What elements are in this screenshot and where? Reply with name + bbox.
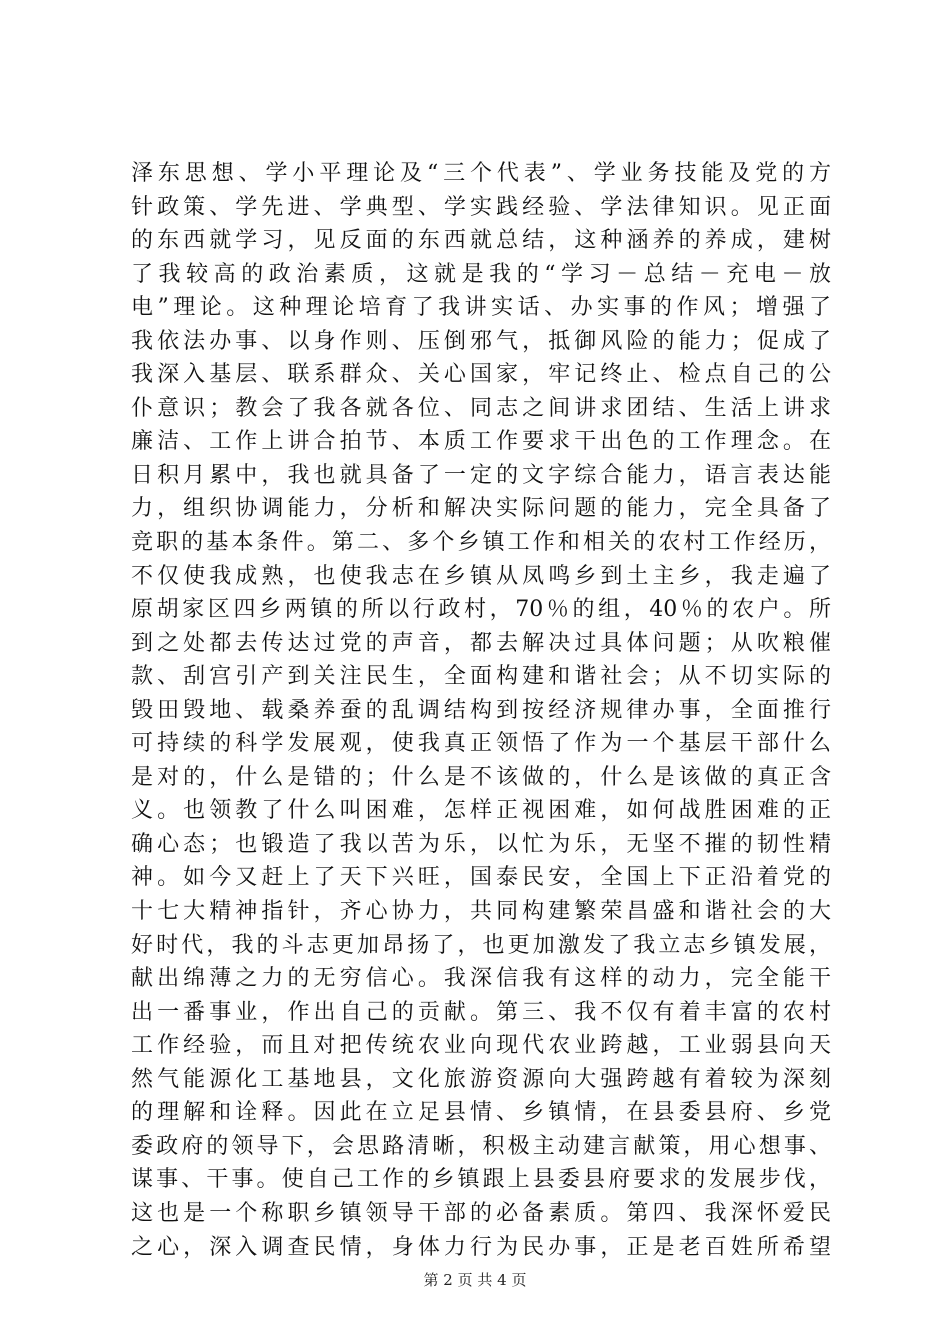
text-line: 泽东思想、学小平理论及“三个代表”、学业务技能及党的方 [131, 161, 831, 186]
text-line: 针政策、学先进、学典型、学实践经验、学法律知识。见正面 [131, 194, 831, 220]
page-number-footer: 第 2 页 共 4 页 [423, 1271, 527, 1289]
body-paragraph [131, 157, 831, 1264]
text-line: 毁田毁地、载桑养蚕的乱调结构到按经济规律办事，全面推行 [131, 697, 831, 723]
text-line: 这也是一个称职乡镇领导干部的必备素质。第四、我深怀爱民 [131, 1200, 831, 1226]
text-line: 原胡家区四乡两镇的所以行政村，70％的组，40％的农户。所 [131, 597, 831, 623]
text-line: 的东西就学习，见反面的东西就总结，这种涵养的养成，建树 [131, 228, 831, 254]
text-line: 义。也领教了什么叫困难，怎样正视困难，如何战胜困难的正 [131, 798, 831, 824]
text-line: 十七大精神指针，齐心协力，共同构建繁荣昌盛和谐社会的大 [131, 899, 831, 925]
text-line: 然气能源化工基地县，文化旅游资源向大强跨越有着较为深刻 [131, 1066, 831, 1092]
text-line: 工作经验，而且对把传统农业向现代农业跨越，工业弱县向天 [131, 1033, 831, 1059]
text-line: 日积月累中，我也就具备了一定的文字综合能力，语言表达能 [131, 462, 831, 488]
text-line: 了我较高的政治素质，这就是我的“学习－总结－充电－放 [131, 261, 831, 287]
text-line: 委政府的领导下，会思路清晰，积极主动建言献策，用心想事、 [131, 1133, 831, 1159]
text-line: 我深入基层、联系群众、关心国家，牢记终止、检点自己的公 [131, 362, 831, 388]
text-line: 我依法办事、以身作则、压倒邪气，抵御风险的能力；促成了 [131, 328, 831, 354]
text-line: 确心态；也锻造了我以苦为乐，以忙为乐，无坚不摧的韧性精 [131, 831, 831, 857]
text-line: 廉洁、工作上讲合拍节、本质工作要求干出色的工作理念。在 [131, 429, 831, 455]
text-line: 仆意识；教会了我各就各位、同志之间讲求团结、生活上讲求 [131, 395, 831, 421]
text-line: 到之处都去传达过党的声音，都去解决过具体问题；从吹粮催 [131, 630, 831, 656]
text-line: 力，组织协调能力，分析和解决实际问题的能力，完全具备了 [131, 496, 831, 522]
text-line: 是对的，什么是错的；什么是不该做的，什么是该做的真正含 [131, 764, 831, 790]
text-line: 不仅使我成熟，也使我志在乡镇从凤鸣乡到土主乡，我走遍了 [131, 563, 831, 589]
text-line: 好时代，我的斗志更加昂扬了，也更加激发了我立志乡镇发展， [131, 932, 831, 958]
text-line: 电”理论。这种理论培育了我讲实话、办实事的作风；增强了 [131, 295, 831, 321]
text-line: 献出绵薄之力的无穷信心。我深信我有这样的动力，完全能干 [131, 966, 831, 992]
text-line: 的理解和诠释。因此在立足县情、乡镇情，在县委县府、乡党 [131, 1100, 831, 1126]
text-line: 款、刮宫引产到关注民生，全面构建和谐社会；从不切实际的 [131, 664, 831, 690]
text-line: 竞职的基本条件。第二、多个乡镇工作和相关的农村工作经历， [131, 530, 831, 556]
text-line: 神。如今又赶上了天下兴旺，国泰民安，全国上下正沿着党的 [131, 865, 831, 891]
text-line: 谋事、干事。使自己工作的乡镇跟上县委县府要求的发展步伐， [131, 1167, 831, 1193]
text-line: 出一番事业，作出自己的贡献。第三、我不仅有着丰富的农村 [131, 999, 831, 1025]
text-line: 之心，深入调查民情，身体力行为民办事，正是老百姓所希望 [131, 1234, 831, 1260]
text-line: 可持续的科学发展观，使我真正领悟了作为一个基层干部什么 [131, 731, 831, 757]
